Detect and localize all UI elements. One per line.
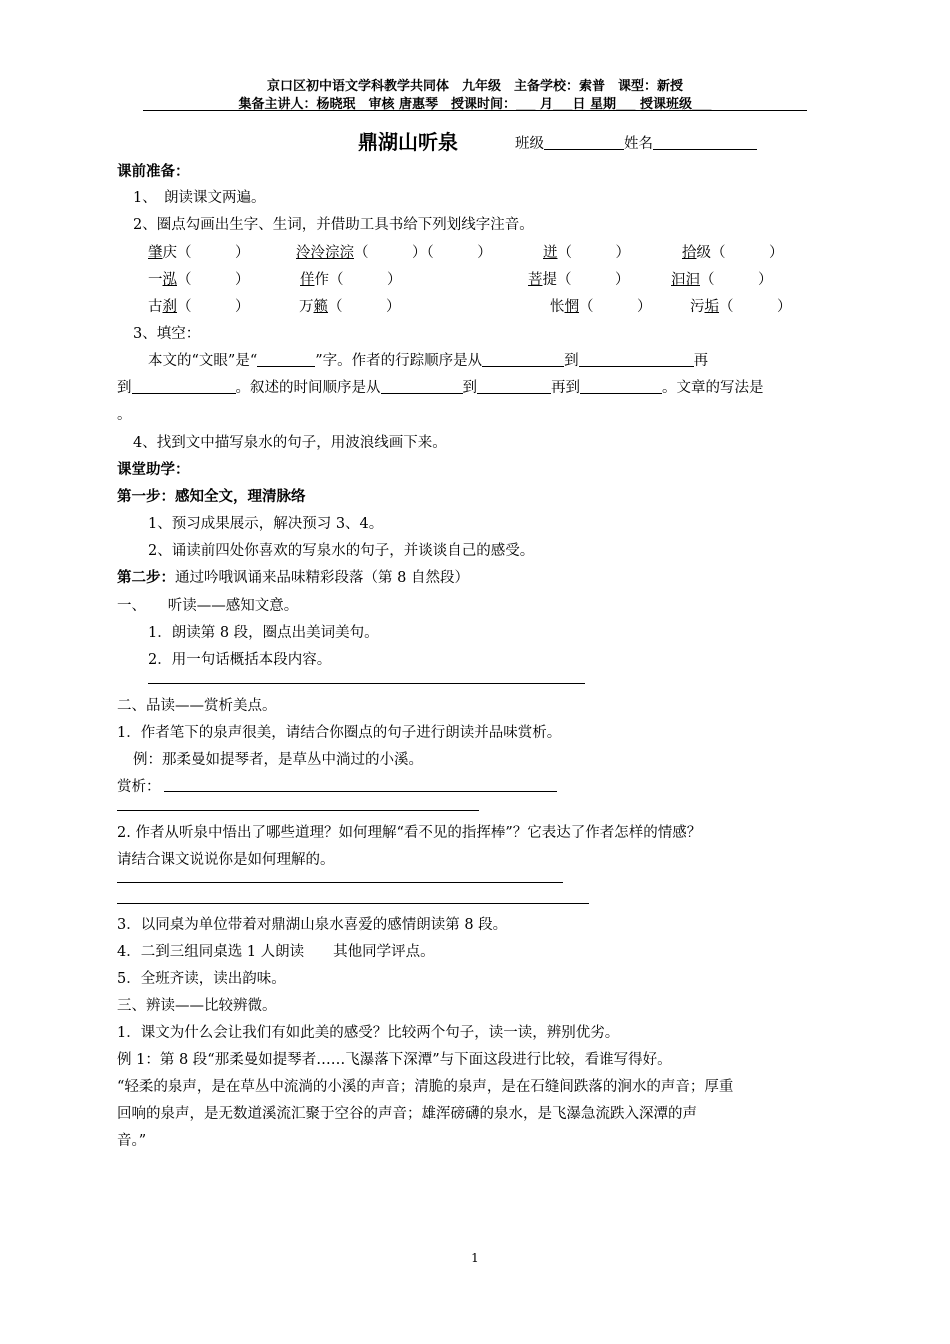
section-2-heading: 二、品读——赏析美点。 [117,698,277,714]
section-2-q2-line-2: 请结合课文说说你是如何理解的。 [117,852,335,868]
answer-line-1[interactable] [148,683,585,684]
word-pu: 菩 [528,272,543,288]
section-2-q4: 4．二到三组同桌选 1 人朗读 其他同学评点。 [117,944,435,960]
word-she: 拾 [682,245,697,261]
prep-heading: 课前准备： [117,164,190,180]
answer-line-5[interactable] [117,903,589,904]
header-rule [143,110,807,111]
appreciate-label: 赏析： [117,779,161,795]
word-lai: 籁 [313,299,328,315]
class-help-heading: 课堂助学： [117,462,190,478]
blank-time-3[interactable] [580,379,662,394]
name-blank[interactable] [653,135,757,150]
quote-line-3: 音。” [117,1133,147,1149]
header-line-2: 集备主讲人：杨晓珉 审核 唐惠琴 授课时间：___ 月___日 星期___ 授课班级___ [238,97,712,112]
step-1-item-2: 2、诵读前四处你喜欢的写泉水的句子，并谈谈自己的感受。 [148,543,535,559]
section-2-q5: 5．全班齐读，读出韵味。 [117,971,286,987]
prep-item-1: 1、 朗读课文两遍。 [133,190,266,206]
step-2-heading: 第二步：通过吟哦讽诵来品味精彩段落（第 8 自然段） [117,570,469,586]
fill-line-3: 。 [117,407,132,423]
name-label: 姓名 [624,136,653,152]
header-line-1: 京口区初中语文学科教学共同体 九年级 主备学校：索普 课型：新授 [266,79,683,94]
page-number: 1 [471,1251,479,1265]
blank-wenyan[interactable] [257,352,315,367]
section-2-q2-line-1: 2. 作者从听泉中悟出了哪些道理？如何理解“看不见的指挥棒”？它表达了作者怎样的情感？ [117,825,702,841]
section-1-q1: 1．朗读第 8 段，圈点出美词美句。 [148,625,379,641]
section-2-q3: 3．以同桌为单位带着对鼎湖山泉水喜爱的感情朗读第 8 段。 [117,917,508,933]
prep-item-3: 3、填空： [133,326,201,342]
word-hong: 泓 [162,272,177,288]
word-zhao: 肇 [148,245,163,261]
section-3-heading: 三、辨读——比较辨微。 [117,998,277,1014]
answer-line-4[interactable] [117,882,563,883]
section-3-example-1: 例 1：第 8 段“那柔曼如提琴者……飞瀑落下深潭”与下面这段进行比较，看谁写得好。 [117,1052,672,1068]
blank-route-3[interactable] [132,379,236,394]
answer-line-3[interactable] [117,810,479,811]
section-1-heading: 一、 听读——感知文意。 [117,598,299,614]
fill-line-1: 本文的“文眼”是“ ”字。作者的行踪顺序是从 到 再 [148,353,709,369]
word-gou: 垢 [704,299,719,315]
section-2-q1: 1．作者笔下的泉声很美，请结合你圈点的句子进行朗读并品味赏析。 [117,725,562,741]
word-yang: 佯 [300,272,315,288]
class-field[interactable] [515,132,757,153]
prep-item-2: 2、圈点勾画出生字、生词，并借助工具书给下列划线字注音。 [133,217,534,233]
prep-item-4: 4、找到文中描写泉水的句子，用波浪线画下来。 [133,435,447,451]
step-1-heading: 第一步：感知全文，理清脉络 [117,489,306,505]
blank-time-2[interactable] [477,379,551,394]
section-2-example: 例：那柔曼如提琴者，是草丛中淌过的小溪。 [133,752,423,768]
class-blank[interactable] [544,135,624,150]
word-wang: 惘 [564,299,579,315]
answer-line-2[interactable] [164,791,557,792]
word-beng: 迸 [543,245,558,261]
section-3-q1: 1．课文为什么会让我们有如此美的感受？比较两个句子，读一读，辨别优劣。 [117,1025,620,1041]
fill-line-2: 到 。叙述的时间顺序是从 到 再到 。文章的写法是 [117,380,764,396]
page-title: 鼎湖山听泉 [358,130,458,154]
blank-route-1[interactable] [482,352,564,367]
blank-route-2[interactable] [579,352,694,367]
word-lingling: 泠泠淙淙 [296,245,354,261]
step-1-item-1: 1、预习成果展示，解决预习 3、4。 [148,516,384,532]
blank-time-1[interactable] [381,379,463,394]
quote-line-1: “轻柔的泉声，是在草丛中流淌的小溪的声音；清脆的泉声，是在石缝间跌落的涧水的声音；厚重 [117,1079,734,1095]
section-1-q2: 2．用一句话概括本段内容。 [148,652,332,668]
word-cha: 刹 [162,299,177,315]
quote-line-2: 回响的泉声，是无数道溪流汇聚于空谷的声音；雄浑磅礴的泉水，是飞瀑急流跌入深潭的声 [117,1106,697,1122]
class-label: 班级 [515,136,544,152]
word-gugu: 汩汩 [671,272,700,288]
